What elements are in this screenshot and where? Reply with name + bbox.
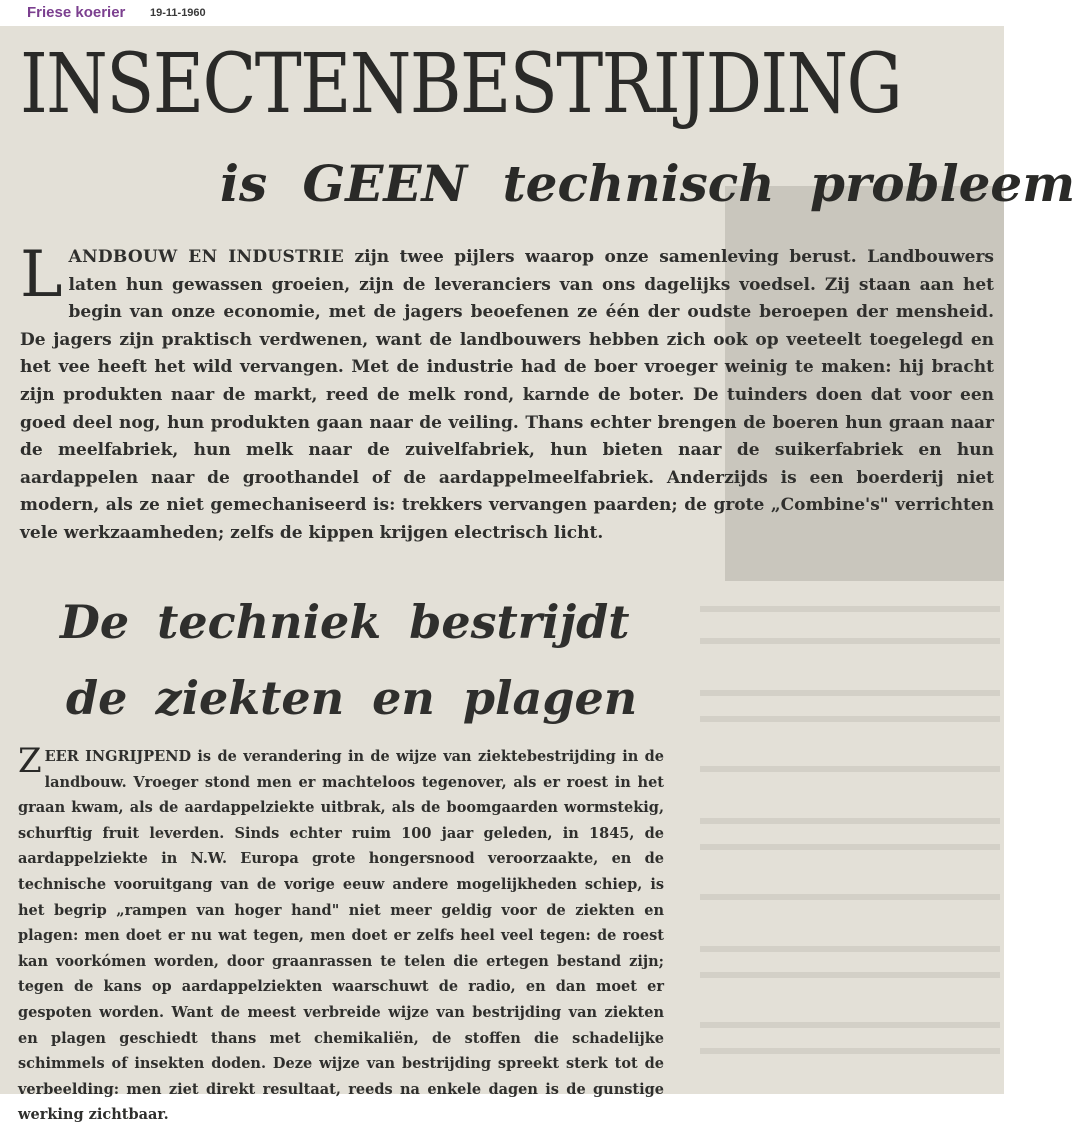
bleed-through-line [700, 946, 1000, 952]
publication-date: 19-11-1960 [150, 7, 206, 19]
section-heading-line-2: de ziekten en plagen [66, 671, 638, 725]
body-text: is de verandering in de wijze van ziektebestrijding in de landbouw. Vroeger stond men er machteloos tegenover, als er roest in het graan kwam, als de aardappelziekte uitbrak, als de boomgaarden wormstekig, schurftig fruit leverden. Sinds echter ruim 100 jaar geleden, in 1845, de aardappelziekte in N.W. Europa grote hongersnood veroorzaakte, en de technische vooruitgang van de vorige eeuw andere mogelijkheden schiep, is het begrip „rampen van hoger hand" niet meer geldig voor de ziekten en plagen: men doet er nu wat tegen, men doet er zelfs heel veel tegen: de roest kan voorkómen worden, door graanrassen te telen die ertegen bestand zijn; tegen de kans op aardappelziekten waarschuwt de radio, en dan moet er gespoten worden. Want de meest verbreide wijze van bestrijding van ziekten en plagen geschiedt thans met chemikaliën, de stoffen die schadelijke schimmels of insekten doden. Deze wijze van bestrijding spreekt sterk tot de verbeelding: men ziet direkt resultaat, reeds na enkele dagen is de gunstige werking zichtbaar. [18, 748, 664, 1124]
bleed-through-line [700, 606, 1000, 612]
intro-dropcap: L [20, 238, 63, 312]
bleed-through-line [700, 638, 1000, 644]
newspaper-clipping [0, 26, 1075, 1124]
bleed-through-line [700, 1022, 1000, 1028]
headline: INSECTENBESTRIJDING [20, 37, 902, 132]
intro-leadin: ANDBOUW EN INDUSTRIE [68, 247, 344, 267]
bleed-through-line [700, 690, 1000, 696]
body-leadin: EER INGRIJPEND [44, 748, 192, 765]
intro-paragraph [20, 238, 994, 548]
bleed-through-line [700, 972, 1000, 978]
intro-text: zijn twee pijlers waarop onze samenleving berust. Landbouwers laten hun gewassen groeien, zijn de leveranciers van ons dagelijks voedsel. Zij staan aan het begin van onze economie, met de jagers beoefenen ze één der oudste beroepen der mensheid. De jagers zijn praktisch verdwenen, want de landbouwers hebben zich ook op veeteelt toegelegd en het vee heeft het wild vervangen. Met de industrie had de boer vroeger weinig te maken: hij bracht zijn produkten naar de markt, reed de melk rond, karnde de boter. De tuinders doen dat voor een goed deel nog, hun produkten gaan naar de veiling. Thans echter brengen de boeren hun graan naar de meelfabriek, hun melk naar de zuivelfabriek, hun bieten naar de suikerfabriek en hun aardappelen naar de groothandel of de aardappelmeelfabriek. Anderzijds is een boerderij niet modern, als ze niet gemechaniseerd is: trekkers vervangen paarden; de grote „Combine's" verrichten vele werkzaamheden; zelfs de kippen krijgen electrisch licht. [20, 247, 994, 543]
bleed-through-line [700, 1048, 1000, 1054]
section-heading-line-1: De techniek bestrijdt [60, 595, 630, 649]
body-paragraph [18, 741, 664, 1128]
newspaper-name: Friese koerier [27, 4, 126, 21]
bleed-through-line [700, 818, 1000, 824]
archive-header [0, 0, 1004, 26]
bleed-through-line [700, 894, 1000, 900]
body-dropcap: Z [18, 741, 42, 781]
bleed-through-line [700, 844, 1000, 850]
headline-subtitle: is GEEN technisch probleem [220, 154, 1075, 213]
bleed-through-line [700, 716, 1000, 722]
bleed-through-line [700, 766, 1000, 772]
